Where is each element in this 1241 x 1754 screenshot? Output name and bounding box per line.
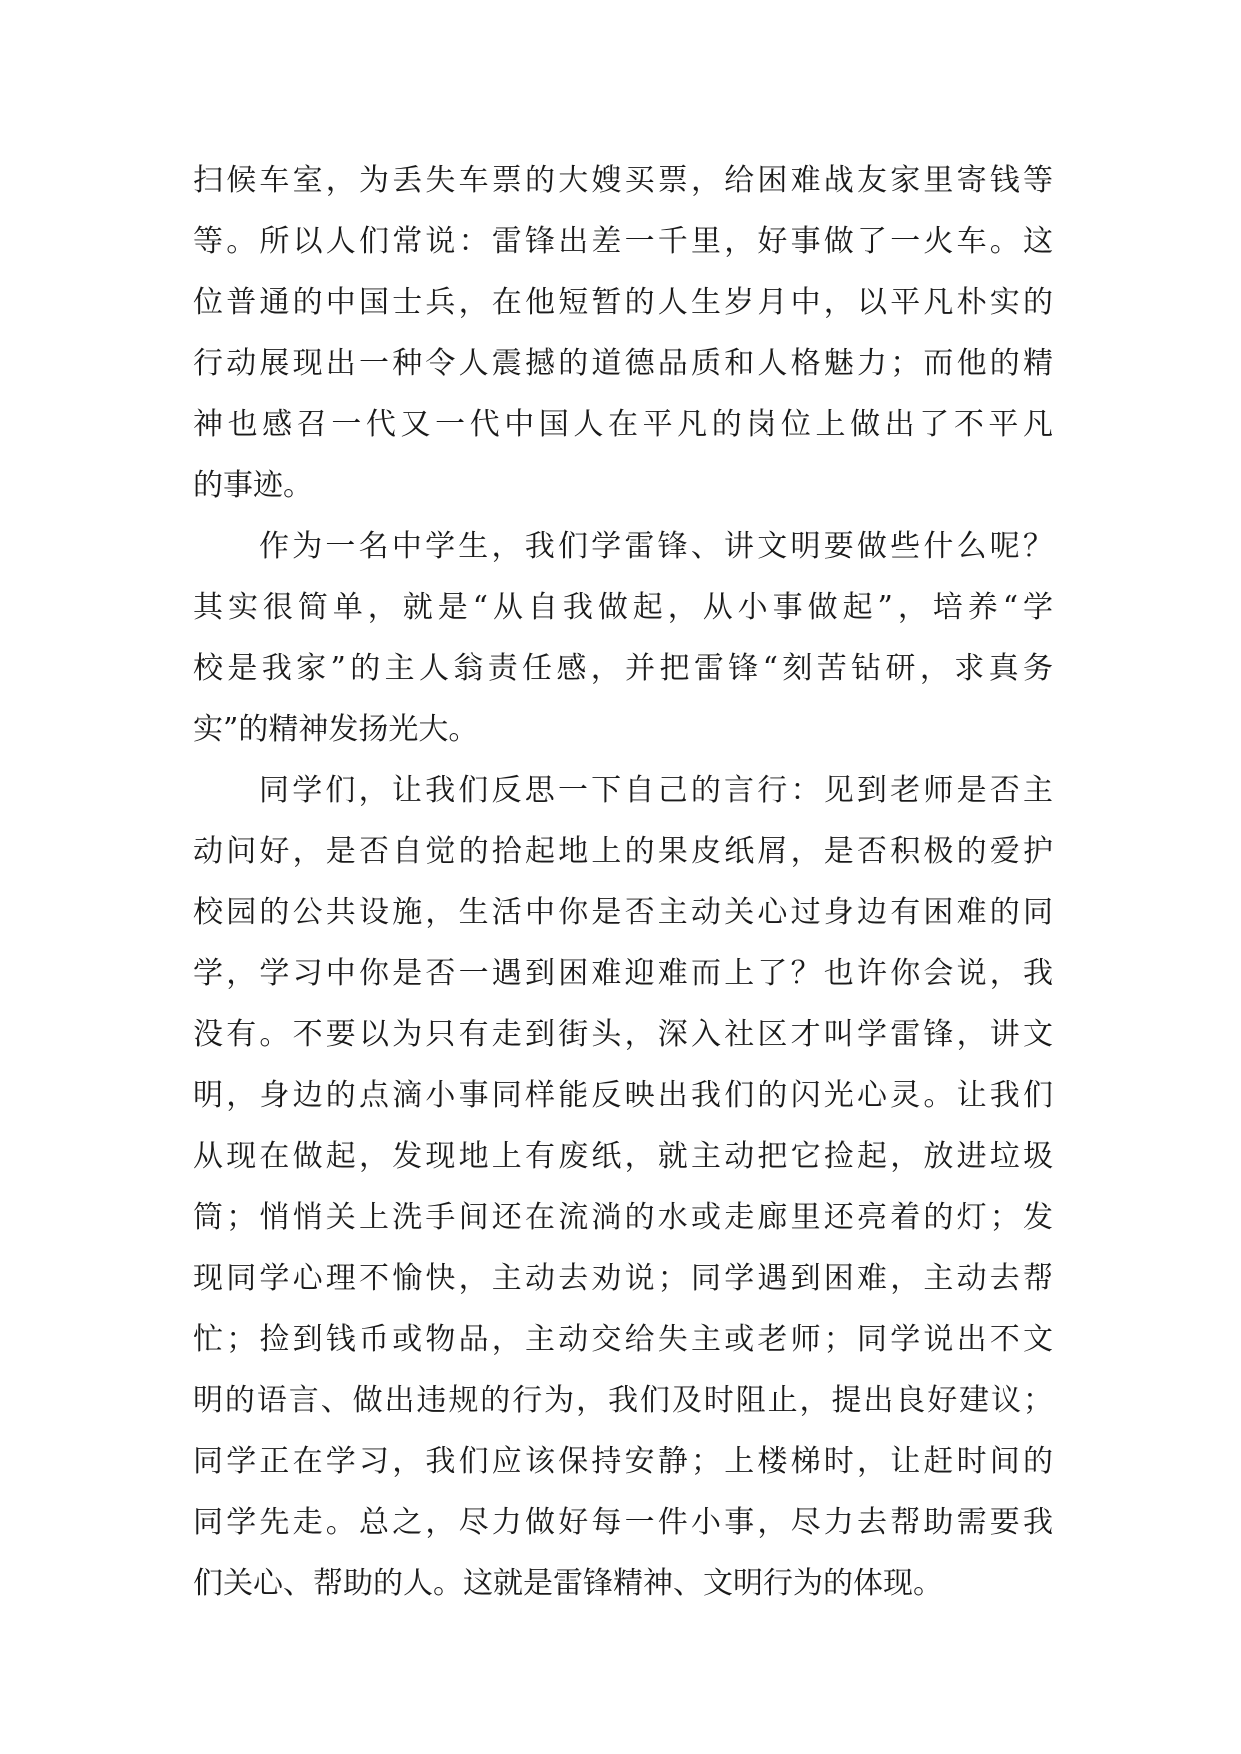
text-line: 筒；悄悄关上洗手间还在流淌的水或走廊里还亮着的灯；发 — [193, 1200, 1053, 1235]
text-line: 实”的精神发扬光大。 — [193, 712, 479, 747]
text-line: 同学正在学习，我们应该保持安静；上楼梯时，让赶时间的 — [193, 1444, 1053, 1479]
text-line: 现同学心理不愉快，主动去劝说；同学遇到困难，主动去帮 — [193, 1261, 1053, 1296]
text-line: 同学先走。总之，尽力做好每一件小事，尽力去帮助需要我 — [193, 1505, 1053, 1540]
text-line: 的事迹。 — [193, 468, 313, 503]
text-line: 从现在做起，发现地上有废纸，就主动把它捡起，放进垃圾 — [193, 1139, 1053, 1174]
text-line: 校是我家”的主人翁责任感，并把雷锋“刻苦钻研，求真务 — [193, 651, 1053, 686]
paragraph — [193, 760, 1053, 1614]
text-line: 动问好，是否自觉的拾起地上的果皮纸屑，是否积极的爱护 — [193, 834, 1053, 869]
text-line: 同学们，让我们反思一下自己的言行：见到老师是否主 — [259, 773, 1053, 808]
text-line: 等。所以人们常说：雷锋出差一千里，好事做了一火车。这 — [193, 224, 1053, 259]
paragraph — [193, 150, 1053, 516]
text-line: 其实很简单，就是“从自我做起，从小事做起”，培养“学 — [193, 590, 1053, 625]
text-line: 明的语言、做出违规的行为，我们及时阻止，提出良好建议； — [193, 1383, 1053, 1418]
paragraph — [193, 516, 1053, 760]
document-body — [193, 150, 1053, 1614]
text-line: 行动展现出一种令人震撼的道德品质和人格魅力；而他的精 — [193, 346, 1053, 381]
text-line: 位普通的中国士兵，在他短暂的人生岁月中，以平凡朴实的 — [193, 285, 1053, 320]
text-line: 们关心、帮助的人。这就是雷锋精神、文明行为的体现。 — [193, 1566, 943, 1601]
text-line: 忙；捡到钱币或物品，主动交给失主或老师；同学说出不文 — [193, 1322, 1053, 1357]
text-line: 学，学习中你是否一遇到困难迎难而上了？也许你会说，我 — [193, 956, 1053, 991]
text-line: 神也感召一代又一代中国人在平凡的岗位上做出了不平凡 — [193, 407, 1053, 442]
text-line: 作为一名中学生，我们学雷锋、讲文明要做些什么呢？ — [259, 529, 1053, 564]
text-line: 校园的公共设施，生活中你是否主动关心过身边有困难的同 — [193, 895, 1053, 930]
text-line: 没有。不要以为只有走到街头，深入社区才叫学雷锋，讲文 — [193, 1017, 1053, 1052]
text-line: 扫候车室，为丢失车票的大嫂买票，给困难战友家里寄钱等 — [193, 163, 1053, 198]
text-line: 明，身边的点滴小事同样能反映出我们的闪光心灵。让我们 — [193, 1078, 1053, 1113]
